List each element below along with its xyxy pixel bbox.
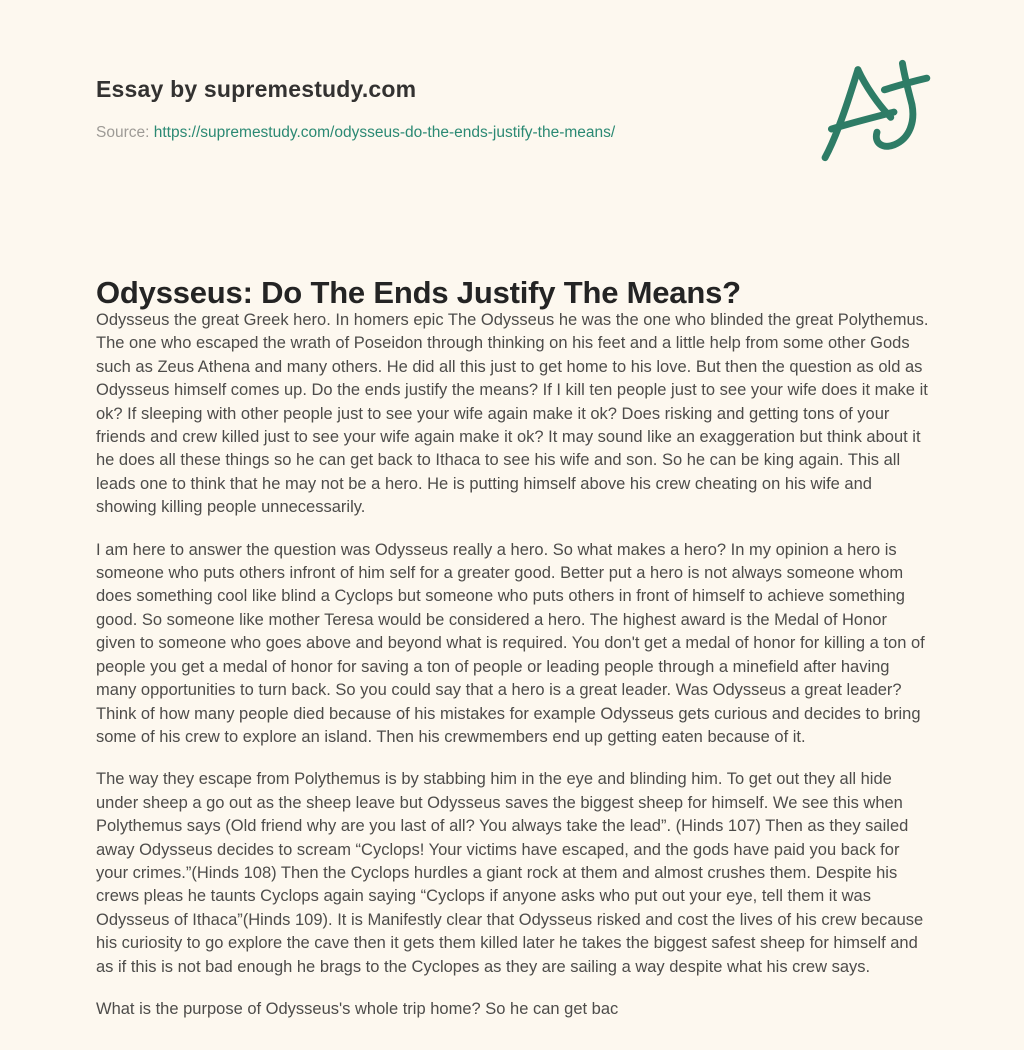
- source-line: [96, 124, 615, 142]
- essay-byline: Essay by supremestudy.com: [96, 76, 417, 102]
- source-link[interactable]: https://supremestudy.com/odysseus-do-the-ends-justify-the-means/: [153, 124, 616, 141]
- essay-title: Odysseus: Do The Ends Justify The Means?: [96, 274, 741, 310]
- essay-paragraph: I am here to answer the question was Odysseus really a hero. So what makes a hero? In my opinion a hero is someone who puts others infront of him self for a greater good. Better put a hero is not always someone whom does something cool like blind a Cyclops but someone who puts others in front of himself to achieve something good. So someone like mother Teresa would be considered a hero. The highest award is the Medal of Honor given to someone who goes above and beyond what is required. You don't get a medal of honor for killing a ton of people you get a medal of honor for saving a ton of people or leading people through a minefield after having many opportunities to turn back. So you could say that a hero is a great leader. Was Odysseus a great leader? Think of how many people died because of his mistakes for example Odysseus gets curious and decides to bring some of his crew to explore an island. Then his crewmembers end up getting eaten because of it.: [96, 540, 925, 746]
- essay-paragraph: Odysseus the great Greek hero. In homers epic The Odysseus he was the one who blinded the great Polythemus. The one who escaped the wrath of Poseidon through thinking on his feet and a little help from some other Gods such as Zeus Athena and many others. He did all this just to get home to his love. But then the question as old as Odysseus himself comes up. Do the ends justify the means? If I kill ten people just to see your wife does it make it ok? If sleeping with other people just to see your wife again make it ok? Does risking and getting tons of your friends and crew killed just to see your wife again make it ok? It may sound like an exaggeration but think about it he does all these things so he can get back to Ithaca to see his wife and son. So he can be king again. This all leads one to think that he may not be a hero. He is putting himself above his crew cheating on his wife and showing killing people unnecessarily.: [96, 311, 929, 517]
- essay-body: [96, 309, 929, 1040]
- essay-paragraph: What is the purpose of Odysseus's whole trip home? So he can get bac: [96, 999, 619, 1018]
- source-label: Source:: [96, 124, 150, 141]
- site-logo: [818, 58, 936, 164]
- a-plus-logo-icon: [818, 58, 936, 164]
- essay-paragraph: The way they escape from Polythemus is by stabbing him in the eye and blinding him. To get out they all hide under sheep a go out as the sheep leave but Odysseus saves the biggest sheep for himself. We see this when Polythemus says (Old friend why are you last of all? You always take the lead”. (Hinds 107) Then as they sailed away Odysseus decides to scream “Cyclops! Your victims have escaped, and the gods have paid you back for your crimes.”(Hinds 108) Then the Cyclops hurdles a giant rock at them and almost crushes them. Despite his crews pleas he taunts Cyclops again saying “Cyclops if anyone asks who put out your eye, tell them it was Odysseus of Ithaca”(Hinds 109). It is Manifestly clear that Odysseus risked and cost the lives of his crew because his curiosity to go explore the cave then it gets them killed later he takes the biggest safest sheep for himself and as if this is not bad enough he brags to the Cyclopes as they are sailing a way despite what his crew says.: [96, 770, 924, 976]
